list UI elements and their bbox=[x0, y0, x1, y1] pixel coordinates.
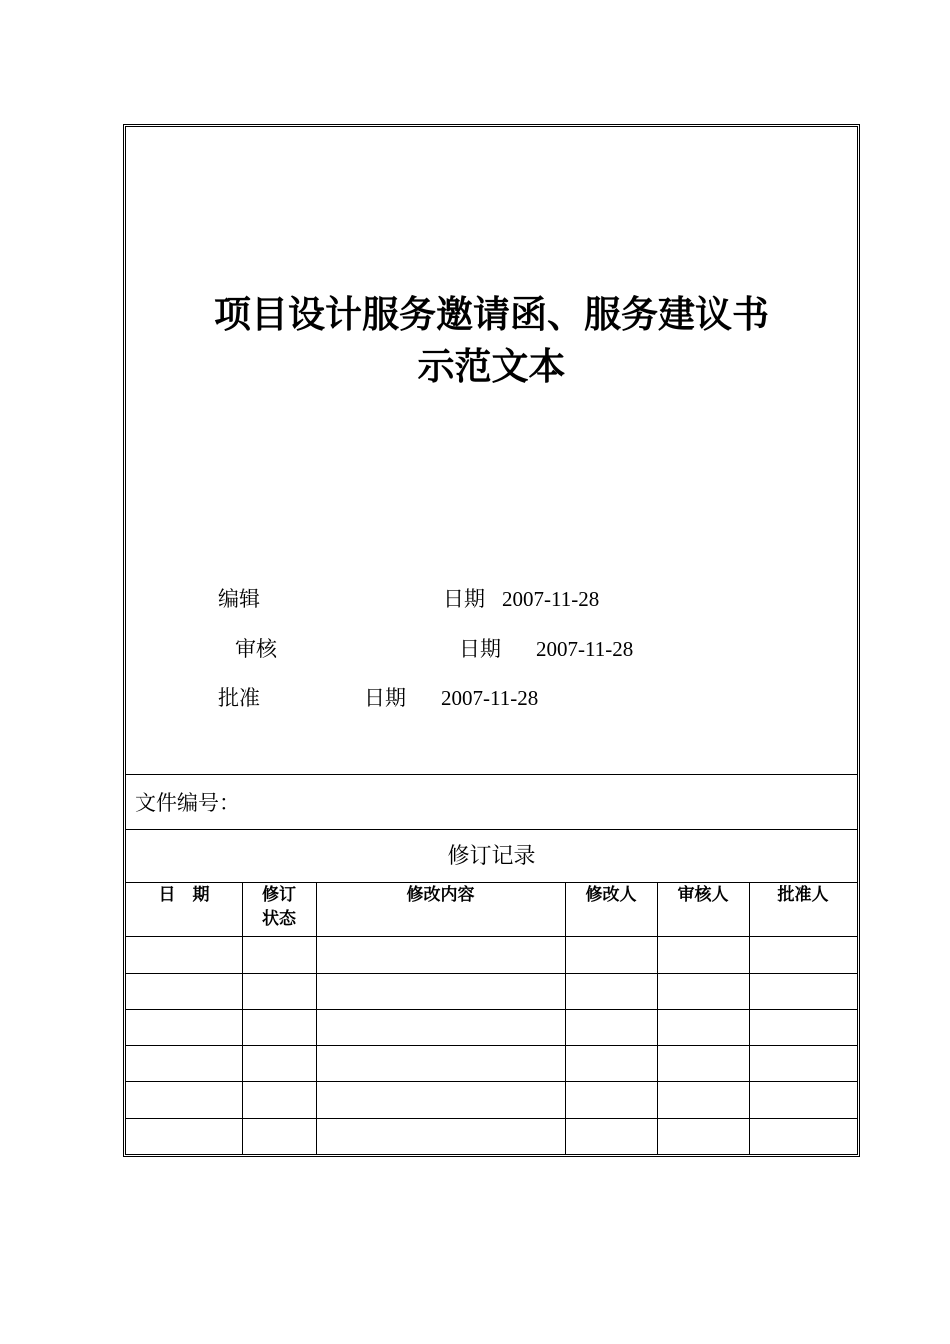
header-reviewer: 审核人 bbox=[677, 885, 729, 905]
revision-record-title: 修订记录 bbox=[447, 844, 536, 869]
table-column-divider bbox=[316, 882, 317, 1154]
header-approver: 批准人 bbox=[777, 885, 829, 905]
header-modifier: 修改人 bbox=[585, 885, 637, 905]
table-row bbox=[126, 1009, 857, 1010]
table-column-divider bbox=[242, 882, 243, 1154]
signoff-approver bbox=[126, 684, 857, 712]
table-column-divider bbox=[749, 882, 750, 1154]
signoff-date: 2007-11-28 bbox=[502, 587, 600, 611]
table-row bbox=[126, 1081, 857, 1082]
header-content: 修改内容 bbox=[406, 885, 475, 905]
file-number-label: 文件编号： bbox=[135, 791, 240, 815]
header-date: 日 期 bbox=[158, 885, 210, 905]
divider bbox=[126, 774, 857, 775]
signoff-date-label: 日期 bbox=[443, 587, 485, 611]
divider bbox=[126, 829, 857, 830]
header-status-line-2: 状态 bbox=[262, 909, 296, 929]
signoff-date: 2007-11-28 bbox=[441, 686, 539, 710]
document-frame bbox=[123, 124, 860, 1157]
signoff-role: 审核 bbox=[235, 637, 277, 661]
header-status-line-1: 修订 bbox=[262, 885, 296, 905]
signoff-date-label: 日期 bbox=[459, 637, 501, 661]
signoff-date: 2007-11-28 bbox=[536, 637, 634, 661]
table-row bbox=[126, 973, 857, 974]
table-column-divider bbox=[657, 882, 658, 1154]
header-status bbox=[242, 883, 316, 931]
title-line-1: 项目设计服务邀请函、服务建议书 bbox=[214, 293, 769, 336]
table-row bbox=[126, 1118, 857, 1119]
signoff-editor bbox=[126, 585, 857, 613]
title-line-2: 示范文本 bbox=[417, 345, 566, 388]
signoff-role: 编辑 bbox=[218, 587, 260, 611]
signoff-reviewer bbox=[126, 635, 857, 663]
signoff-date-label: 日期 bbox=[364, 686, 406, 710]
document-title bbox=[126, 289, 857, 393]
table-row bbox=[126, 936, 857, 937]
table-row bbox=[126, 1045, 857, 1046]
signoff-role: 批准 bbox=[218, 686, 260, 710]
table-column-divider bbox=[565, 882, 566, 1154]
